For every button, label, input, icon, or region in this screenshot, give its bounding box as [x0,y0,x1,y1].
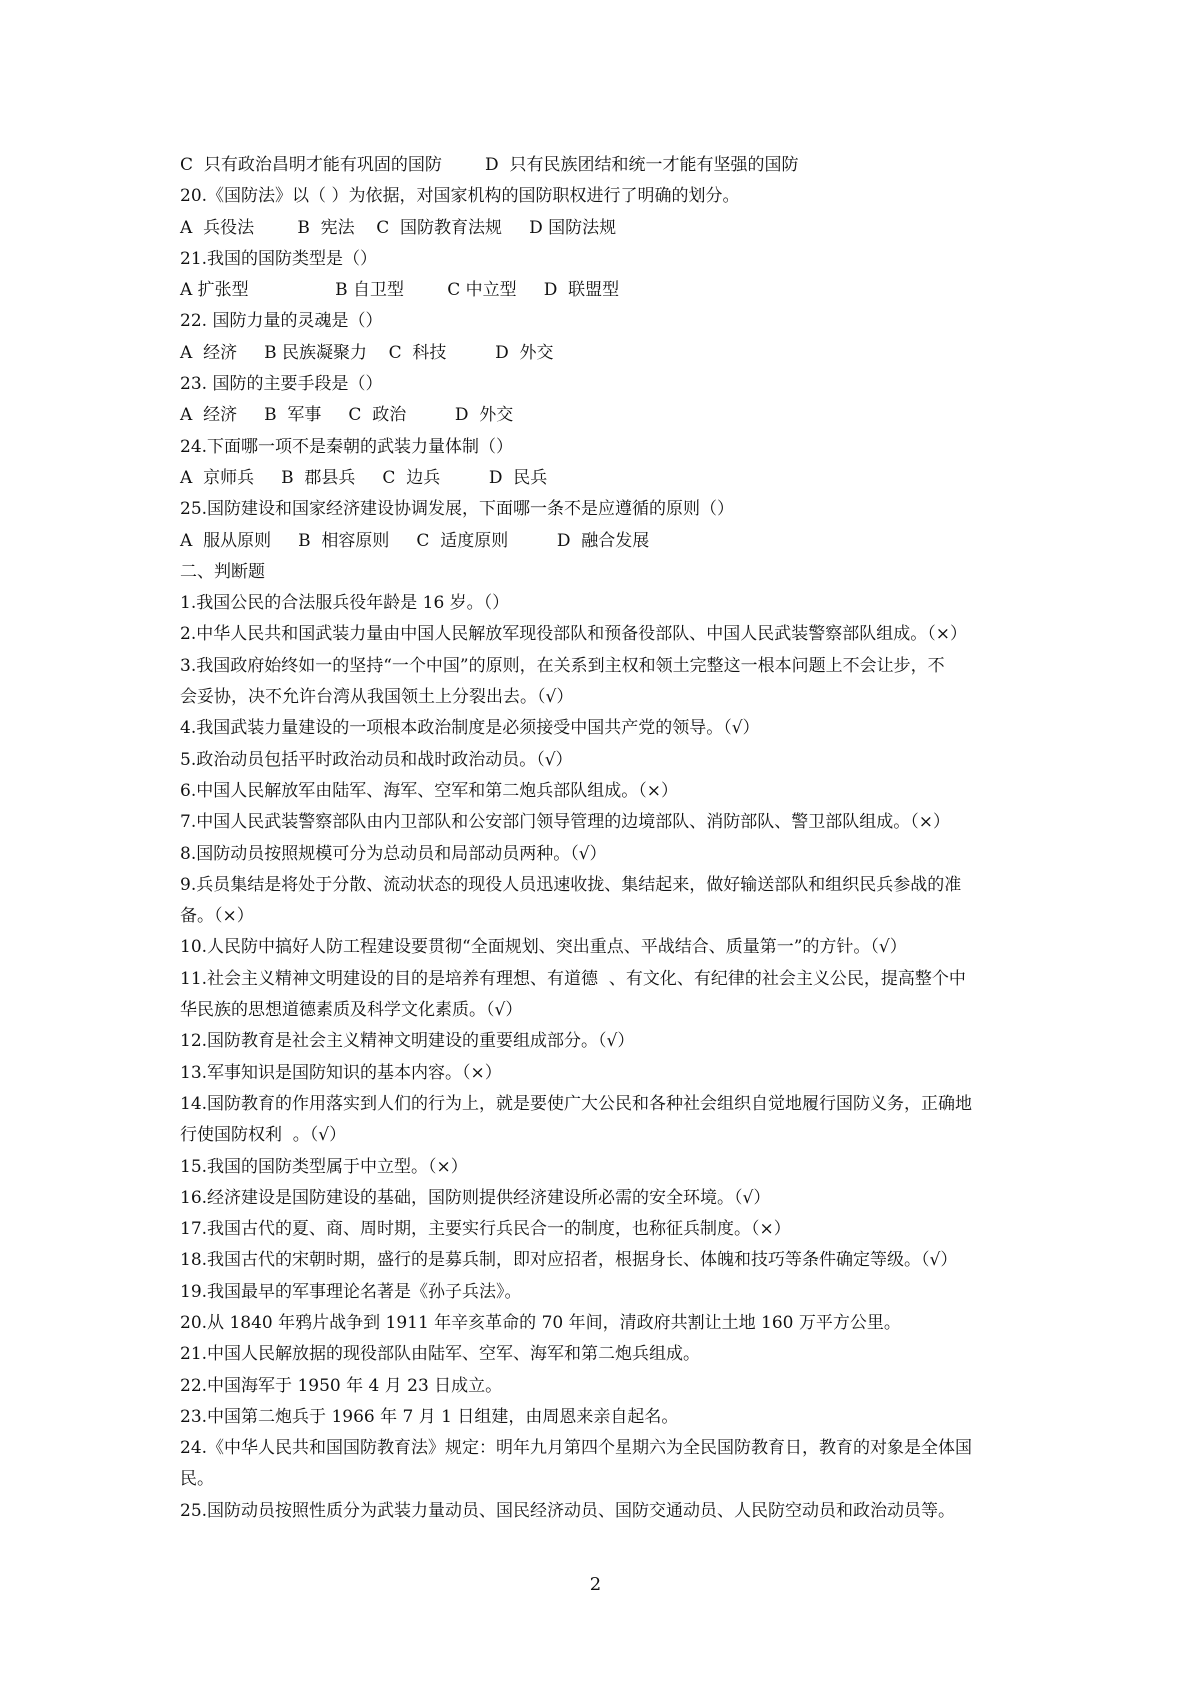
text-line: C 只有政治昌明才能有巩固的国防 D 只有民族团结和统一才能有坚强的国防 [180,155,799,175]
text-line: 22. 国防力量的灵魂是（） [180,311,383,332]
text-line: 民。 [180,1469,214,1490]
text-line: 二、判断题 [180,561,265,582]
text-line: 21.我国的国防类型是（） [180,248,378,269]
page-number: 2 [589,1574,602,1595]
text-line: 2.中华人民共和国武装力量由中国人民解放军现役部队和预备役部队、中国人民武装警察部队组成。（×） [180,624,967,645]
text-line: 19.我国最早的军事理论名著是《孙子兵法》。 [180,1281,522,1302]
text-line: 10.人民防中搞好人防工程建设要贯彻“全面规划、突出重点、平战结合、质量第一”的方针。（√） [180,937,907,958]
text-line: 4.我国武装力量建设的一项根本政治制度是必须接受中国共产党的领导。（√） [180,718,760,739]
text-line: 9.兵员集结是将处于分散、流动状态的现役人员迅速收拢、集结起来，做好输送部队和组织民兵参战的准 [180,874,962,895]
text-line: 25.国防建设和国家经济建设协调发展，下面哪一条不是应遵循的原则（） [180,499,735,520]
text-line: 24.《中华人民共和国国防教育法》规定：明年九月第四个星期六为全民国防教育日，教育的对象是全体国 [180,1438,973,1459]
text-line: 1.我国公民的合法服兵役年龄是 16 岁。（） [180,593,510,614]
text-line: 23.中国第二炮兵于 1966 年 7 月 1 日组建，由周恩来亲自起名。 [180,1406,679,1427]
text-line: 华民族的思想道德素质及科学文化素质。（√） [180,1000,523,1021]
text-line: 会妥协，决不允许台湾从我国领土上分裂出去。（√） [180,687,574,708]
text-line: 11.社会主义精神文明建设的目的是培养有理想、有道德 、有文化、有纪律的社会主义公民，提高整个中 [180,968,966,989]
text-line: A 经济 B 军事 C 政治 D 外交 [180,405,514,426]
text-line: 20.《国防法》以（ ）为依据，对国家机构的国防职权进行了明确的划分。 [180,186,740,207]
text-line: A 京师兵 B 郡县兵 C 边兵 D 民兵 [180,467,548,488]
text-line: 备。（×） [180,906,254,927]
text-line: 15.我国的国防类型属于中立型。（×） [180,1156,468,1177]
text-line: A 服从原则 B 相容原则 C 适度原则 D 融合发展 [180,530,650,551]
text-line: 21.中国人民解放据的现役部队由陆军、空军、海军和第二炮兵组成。 [180,1344,701,1365]
text-line: 14.国防教育的作用落实到人们的行为上，就是要使广大公民和各种社会组织自觉地履行国防义务，正确地 [180,1093,973,1114]
text-line: 17.我国古代的夏、商、周时期，主要实行兵民合一的制度，也称征兵制度。（×） [180,1219,791,1240]
text-line: 7.中国人民武装警察部队由内卫部队和公安部门领导管理的边境部队、消防部队、警卫部队组成。（×） [180,812,950,833]
text-line: A 扩张型 B 自卫型 C 中立型 D 联盟型 [180,280,620,301]
text-line: 18.我国古代的宋朝时期，盛行的是募兵制，即对应招者，根据身长、体魄和技巧等条件确定等级。（√） [180,1250,958,1271]
text-line: 13.军事知识是国防知识的基本内容。（×） [180,1062,502,1083]
text-line: 24.下面哪一项不是秦朝的武装力量体制（） [180,436,514,457]
text-line: 3.我国政府始终如一的坚持“一个中国”的原则，在关系到主权和领土完整这一根本问题上不会让步，不 [180,655,945,676]
text-line: 8.国防动员按照规模可分为总动员和局部动员两种。（√） [180,843,607,864]
text-line: 16.经济建设是国防建设的基础，国防则提供经济建设所必需的安全环境。（√） [180,1187,771,1208]
text-line: 5.政治动员包括平时政治动员和战时政治动员。（√） [180,749,573,770]
document-body [180,150,1020,1527]
text-line: 12.国防教育是社会主义精神文明建设的重要组成部分。（√） [180,1031,635,1052]
text-line: A 经济 B 民族凝聚力 C 科技 D 外交 [180,342,554,363]
text-line: A 兵役法 B 宪法 C 国防教育法规 D 国防法规 [180,217,617,238]
text-line: 23. 国防的主要手段是（） [180,374,383,395]
text-line: 20.从 1840 年鸦片战争到 1911 年辛亥革命的 70 年间，清政府共割让土地 160 万平方公里。 [180,1312,901,1333]
text-line: 行使国防权利 。（√） [180,1125,347,1146]
text-line: 6.中国人民解放军由陆军、海军、空军和第二炮兵部队组成。（×） [180,780,678,801]
text-line: 22.中国海军于 1950 年 4 月 23 日成立。 [180,1375,503,1396]
text-line: 25.国防动员按照性质分为武装力量动员、国民经济动员、国防交通动员、人民防空动员和政治动员等。 [180,1500,956,1521]
